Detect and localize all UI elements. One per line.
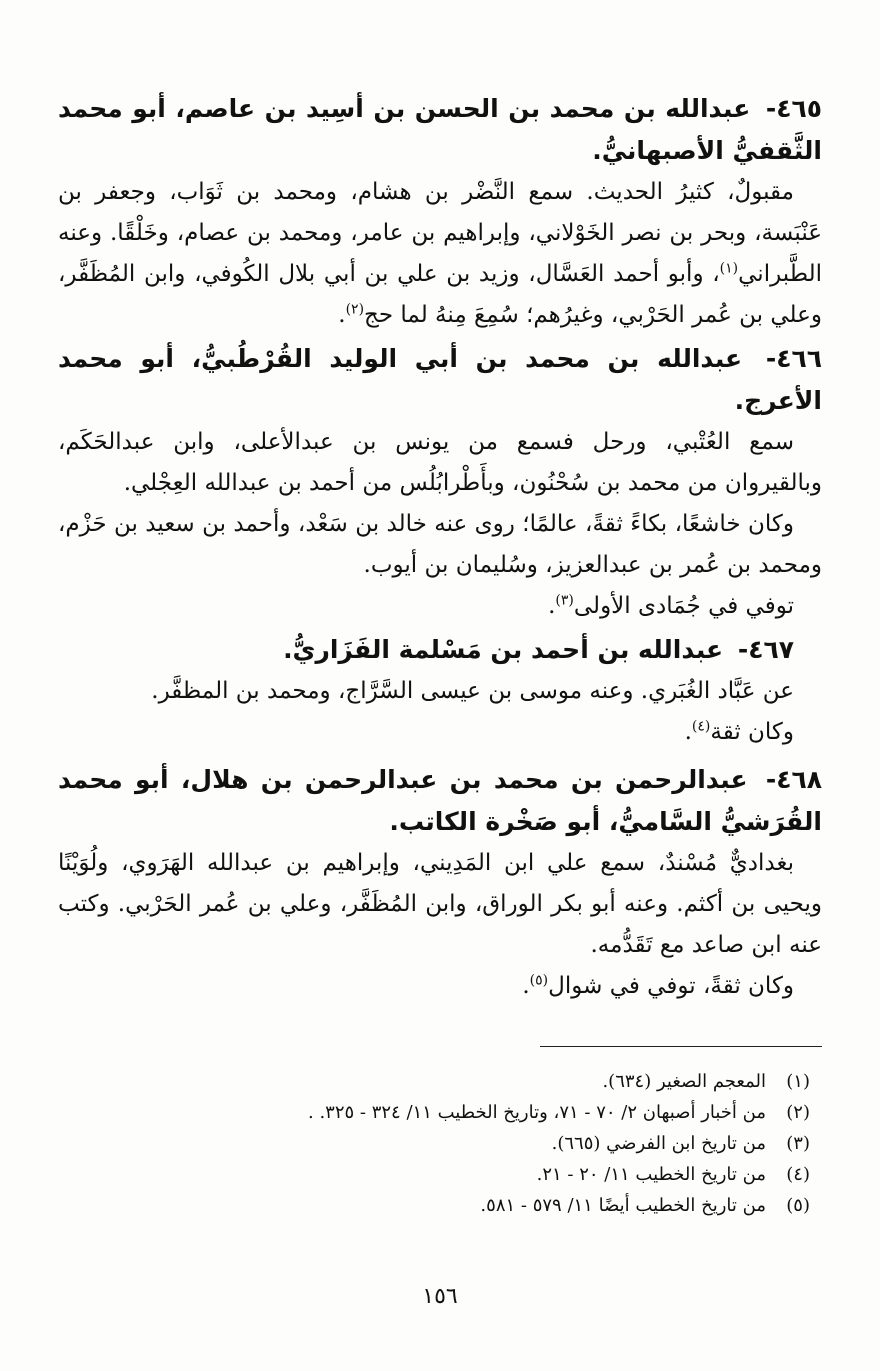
entry-title: عبدالله بن محمد بن الحسن بن أسِيد بن عاصم، أبو محمد الثَّقفيُّ الأصبهانيُّ. xyxy=(58,94,822,165)
footnote-item xyxy=(50,1159,810,1190)
footnote-mark: (١) xyxy=(786,1071,810,1092)
footnote-text: من تاريخ الخطيب ١١/ ٢٠ - ٢١. xyxy=(536,1164,766,1185)
paragraph-text: توفي في جُمَادى الأولى xyxy=(573,593,794,619)
footnote-text: من أخبار أصبهان ٢/ ٧٠ - ٧١، وتاريخ الخطيب ١١/ ٣٢٤ - ٣٢٥. . xyxy=(308,1102,766,1123)
paragraph-text: عن عَبَّاد الغُبَري. وعنه موسى بن عيسى السَّرَّاج، ومحمد بن المظفَّر. xyxy=(151,678,794,704)
paragraph-text: . xyxy=(684,719,692,745)
entry-title: عبدالرحمن بن محمد بن عبدالرحمن بن هلال، أبو محمد القُرَشيُّ السَّاميُّ، أبو صَخْرة الكاتب. xyxy=(58,765,822,836)
paragraph-text: سمع العُتْبي، ورحل فسمع من يونس بن عبدالأعلى، وابن عبدالحَكَم، وبالقيروان من محمد بن سُحْنُون، وبأَطْرابُلُس من أحمد بن عبدالله العِجْلي. xyxy=(58,429,822,496)
entry-465 xyxy=(58,88,822,336)
footnote-text: من تاريخ الخطيب أيضًا ١١/ ٥٧٩ - ٥٨١. xyxy=(480,1195,766,1216)
entry-number: ٤٦٨- xyxy=(765,765,822,794)
entry-paragraph xyxy=(58,671,822,712)
footnote-divider xyxy=(540,1046,822,1047)
footnote-mark: (٣) xyxy=(786,1133,810,1154)
paragraph-text: . xyxy=(548,593,556,619)
paragraph-text: وكان ثقة xyxy=(710,719,794,745)
footnote-mark: (٤) xyxy=(786,1164,810,1185)
footnote-ref: (١) xyxy=(719,260,739,277)
page-number: ١٥٦ xyxy=(422,1284,458,1309)
entry-title: عبدالله بن أحمد بن مَسْلمة الفَزَاريُّ. xyxy=(283,635,724,664)
entry-467 xyxy=(58,629,822,753)
entry-paragraph xyxy=(58,712,822,753)
entry-heading xyxy=(58,88,822,172)
paragraph-text: . xyxy=(522,973,530,999)
entry-heading xyxy=(58,759,822,843)
paragraph-text: ، وأبو أحمد العَسَّال، وزيد بن علي بن أبي بلال الكُوفي، وابن المُظَفَّر، وعلي بن عُمر الحَرْبي، وغيرُهم؛ سُمِعَ مِنهُ لما حج xyxy=(58,261,822,328)
paragraph-text: . xyxy=(338,302,346,328)
footnotes xyxy=(50,1066,810,1221)
footnote-item xyxy=(50,1097,810,1128)
footnote-mark: (٢) xyxy=(786,1102,810,1123)
footnote-item xyxy=(50,1066,810,1097)
entry-heading xyxy=(58,629,822,671)
entry-number: ٤٦٥- xyxy=(765,94,822,123)
entry-468 xyxy=(58,759,822,1007)
entry-number: ٤٦٧- xyxy=(737,635,794,664)
entry-paragraph xyxy=(58,422,822,504)
footnote-item xyxy=(50,1128,810,1159)
footnote-ref: (٥) xyxy=(529,972,549,989)
entry-paragraph xyxy=(58,843,822,966)
footnote-text: من تاريخ ابن الفرضي (٦٦٥). xyxy=(551,1133,766,1154)
entry-heading xyxy=(58,338,822,422)
paragraph-text: بغداديٌّ مُسْندٌ، سمع علي ابن المَدِيني، وإبراهيم بن عبدالله الهَرَوي، ولُوَيْنًا ويحيى بن أكثم. وعنه أبو بكر الوراق، وابن المُظَفَّر، وعلي بن عُمر الحَرْبي. وكتب عنه ابن صاعد مع تَقَدُّمه. xyxy=(58,850,822,958)
footnote-text: المعجم الصغير (٦٣٤). xyxy=(602,1071,766,1092)
paragraph-text: مقبولٌ، كثيرُ الحديث. سمع النَّضْر بن هشام، ومحمد بن ثَوَاب، وجعفر بن عَنْبَسة، وبحر بن نصر الخَوْلاني، وإبراهيم بن عامر، ومحمد بن عصام، وخَلْقًا. وعنه الطَّبراني xyxy=(58,179,822,287)
paragraph-text: وكان ثقةً، توفي في شوال xyxy=(548,973,794,999)
entry-paragraph xyxy=(58,504,822,586)
entry-paragraph xyxy=(58,172,822,336)
entry-number: ٤٦٦- xyxy=(765,344,822,373)
footnote-ref: (٤) xyxy=(691,718,711,735)
footnote-ref: (٢) xyxy=(345,301,365,318)
entry-paragraph xyxy=(58,586,822,627)
entry-paragraph xyxy=(58,966,822,1007)
entry-title: عبدالله بن محمد بن أبي الوليد القُرْطُبيُّ، أبو محمد الأعرج. xyxy=(58,344,822,415)
paragraph-text: وكان خاشعًا، بكاءً ثقةً، عالمًا؛ روى عنه خالد بن سَعْد، وأحمد بن سعيد بن حَزْم، ومحمد بن عُمر بن عبدالعزيز، وسُليمان بن أيوب. xyxy=(58,511,822,578)
footnote-mark: (٥) xyxy=(786,1195,810,1216)
entry-466 xyxy=(58,338,822,627)
footnote-ref: (٣) xyxy=(555,592,574,609)
footnote-item xyxy=(50,1190,810,1221)
